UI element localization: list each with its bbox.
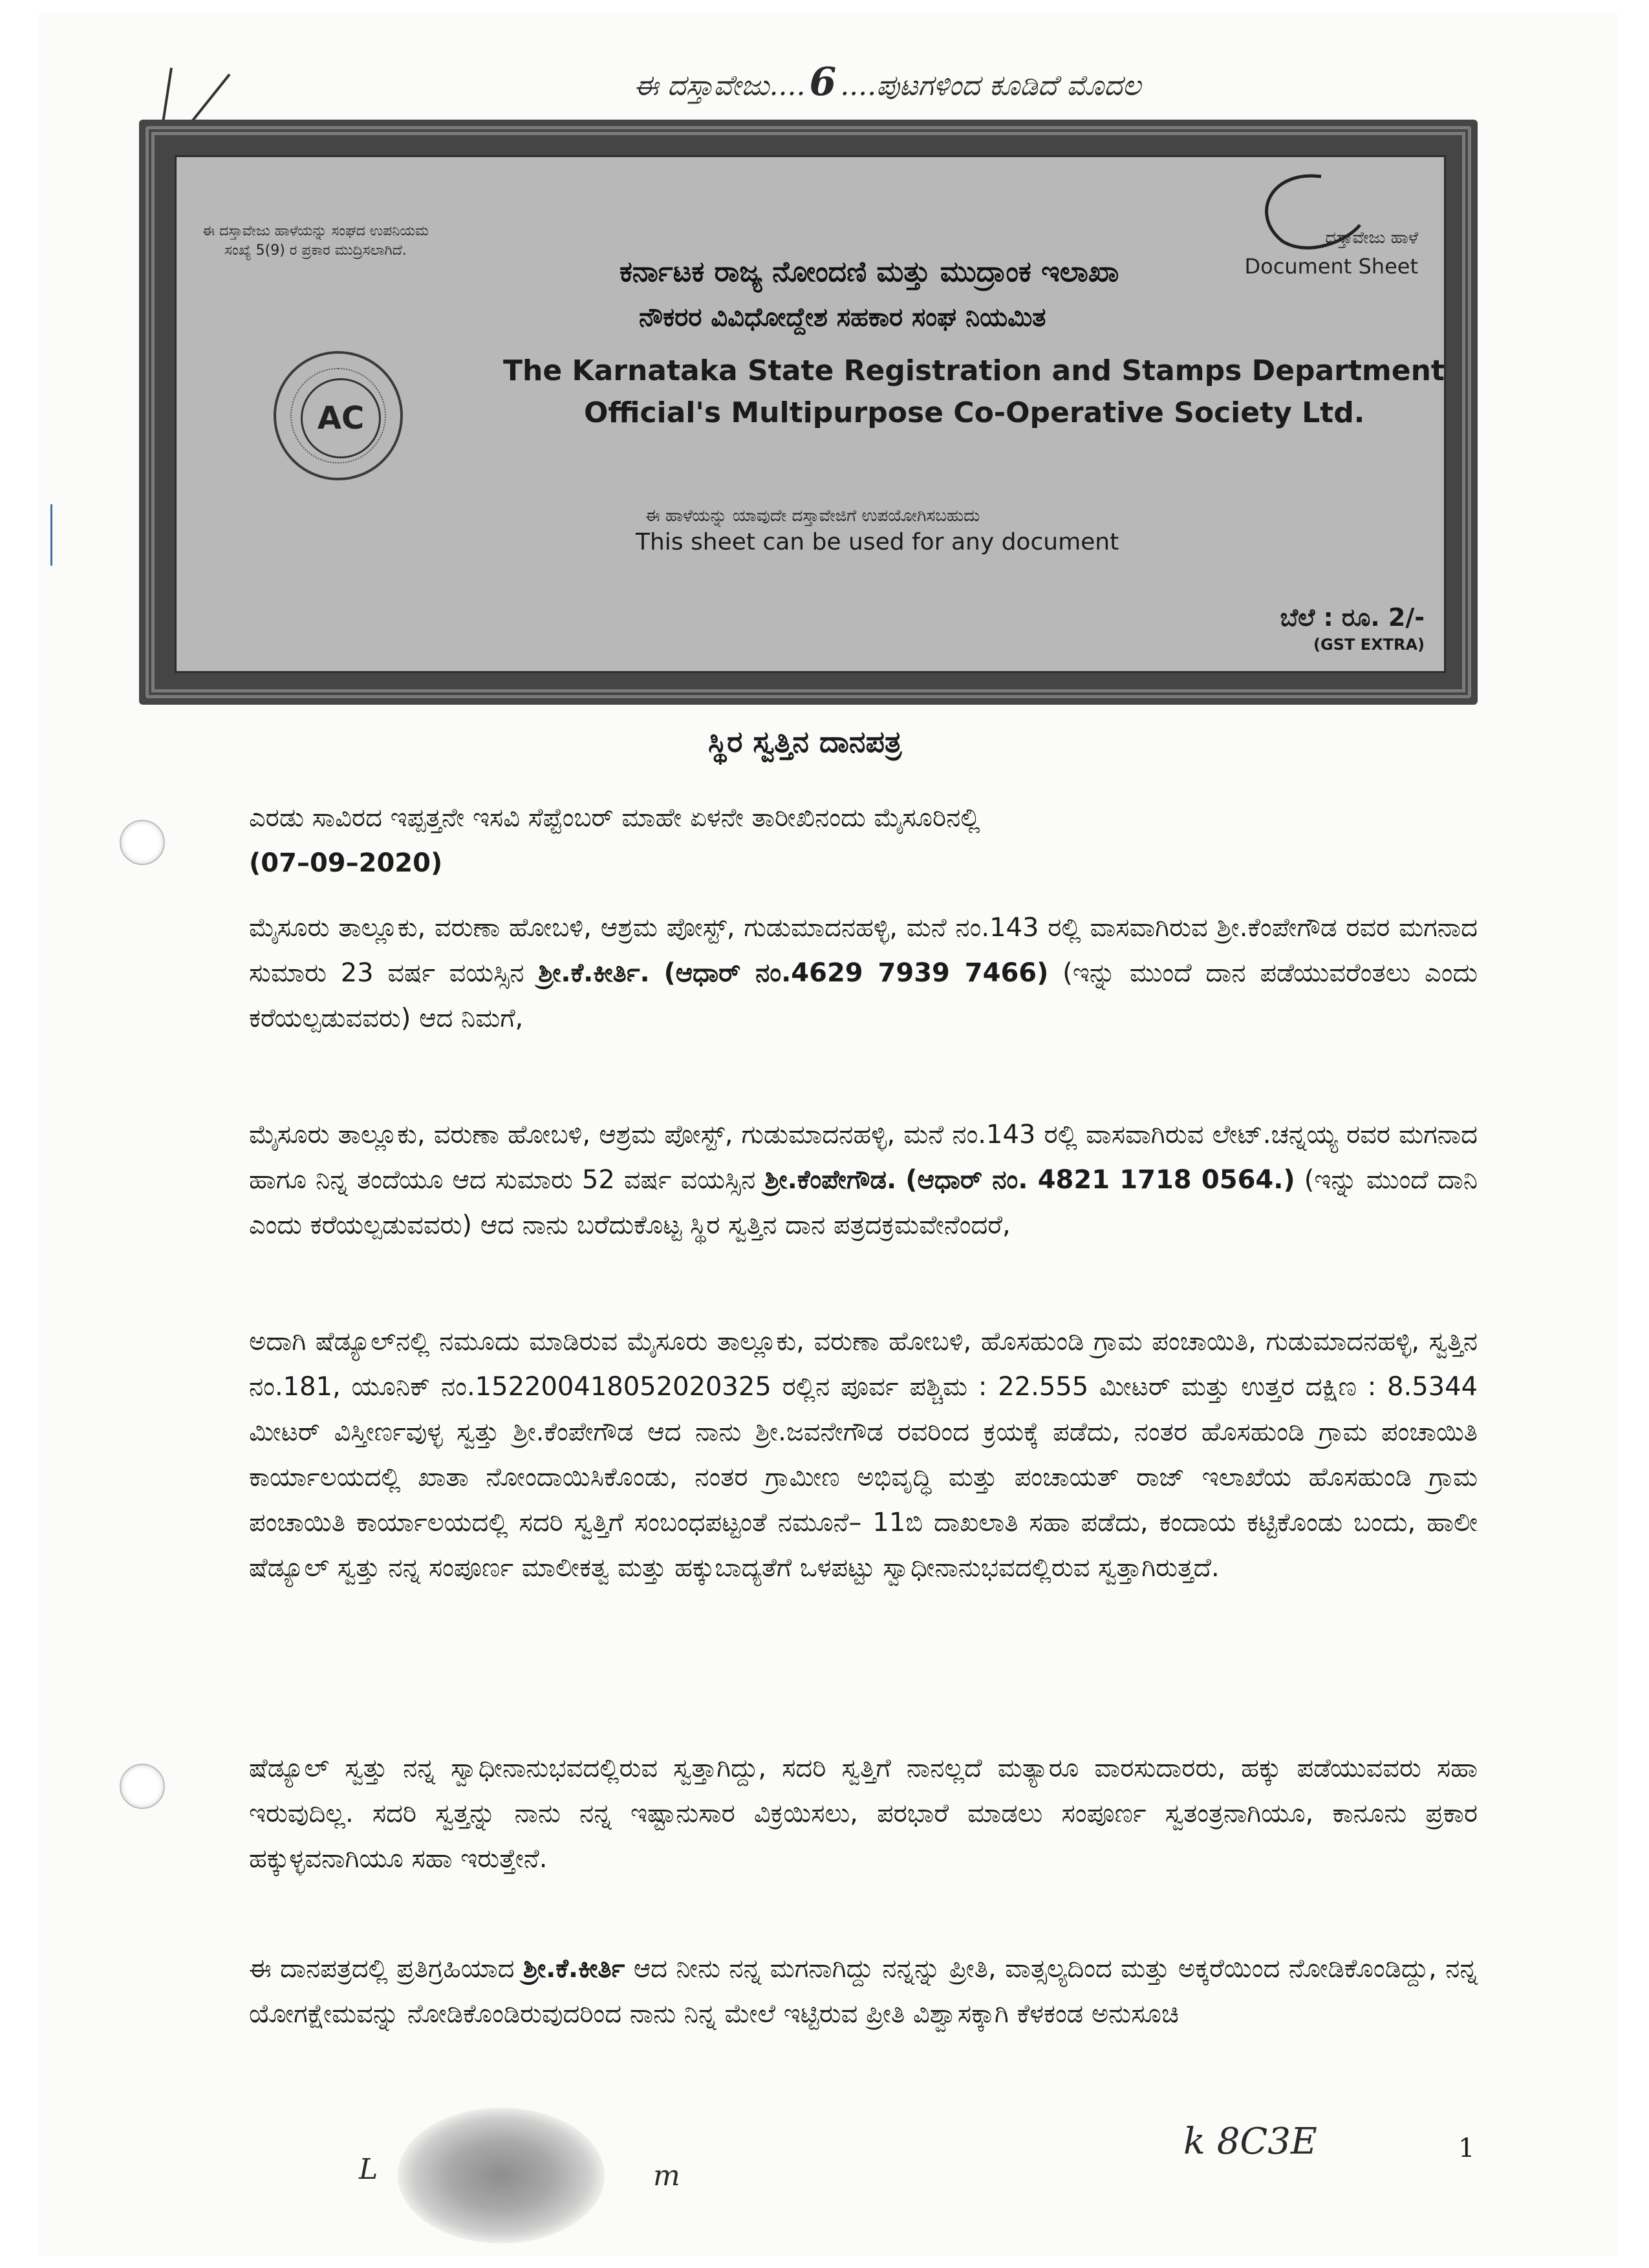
donee-designation: (ಇನ್ನು ಮುಂದೆ ದಾನ ಪಡೆಯುವರೆಂತಲು ಎಂದು ಕರೆಯಲ್ಪಡುವವರು) ಆದ ನಿಮಗೆ, (249, 958, 1478, 1033)
stamp-document-sheet (139, 120, 1478, 705)
donee-name: ಶ್ರೀ.ಕೆ.ಕೀರ್ತಿ. (538, 958, 650, 988)
paragraph-ownership: ಷೆಡ್ಯೂಲ್ ಸ್ವತ್ತು ನನ್ನ ಸ್ವಾಧೀನಾನುಭವದಲ್ಲಿರುವ ಸ್ವತ್ತಾಗಿದ್ದು, ಸದರಿ ಸ್ವತ್ತಿಗೆ ನಾನಲ್ಲದೆ ಮತ್ಯಾರೂ ವಾರಸುದಾರರು, ಹಕ್ಕು ಪಡೆಯುವವರು ಸಹಾ ಇರುವುದಿಲ್ಲ. ಸದರಿ ಸ್ವತ್ತನ್ನು ನಾನು ನನ್ನ ಇಷ್ಟಾನುಸಾರ ವಿಕ್ರಯಿಸಲು, ಪರಭಾರೆ ಮಾಡಲು ಸಂಪೂರ್ಣ ಸ್ವತಂತ್ರನಾಗಿಯೂ, ಕಾನೂನು ಪ್ರಕಾರ ಹಕ್ಕುಳ್ಳವನಾಗಿಯೂ ಸಹಾ ಇರುತ್ತೇನೆ. (249, 1753, 1478, 1874)
sheet-price: ಬೆಲೆ : ರೂ. 2/- (1280, 603, 1425, 632)
thumbprint-icon (398, 2108, 605, 2243)
document-date: (07–09–2020) (249, 848, 443, 878)
gst-extra-note: (GST EXTRA) (1313, 636, 1425, 654)
margin-pen-mark (50, 504, 60, 566)
seal-center-text: AC (301, 378, 381, 458)
punch-hole-top (120, 820, 165, 865)
donor-aadhaar: (ಆಧಾರ್ ನಂ. 4821 1718 0564.) (905, 1165, 1295, 1195)
recipient-name: ಶ್ರೀ.ಕೆ.ಕೀರ್ತಿ (523, 1954, 625, 1984)
signature-mark-right: m (653, 2159, 680, 2192)
document-title: ಸ್ಥಿರ ಸ್ವತ್ತಿನ ದಾನಪತ್ರ (708, 724, 902, 759)
page-count-note-after: ಪುಟಗಳಿಂದ ಕೂಡಿದೆ ಮೊದಲ (876, 69, 1141, 102)
page-count-note: ಈ ದಸ್ತಾವೇಜು.... 6 ....ಪುಟಗಳಿಂದ ಕೂಡಿದೆ ಮೊದಲ (634, 59, 1141, 105)
handwritten-code: k 8C3E (1183, 2121, 1317, 2163)
handwritten-c-scribble (1224, 164, 1379, 261)
paragraph-donee (249, 905, 1478, 1041)
paragraph-date (249, 795, 1478, 886)
document-sheet-label-kn: ದಸ್ತಾವೇಜು ಹಾಳೆ (1325, 228, 1418, 248)
document-sheet-label-en: Document Sheet (1244, 254, 1418, 279)
donor-name: ಶ್ರೀ.ಕೆಂಪೇಗೌಡ. (764, 1165, 897, 1195)
department-name-en: The Karnataka State Registration and Stamps Department (503, 354, 1445, 387)
society-name-kn: ನೌಕರರ ವಿವಿಧೋದ್ದೇಶ ಸಹಕಾರ ಸಂಘ ನಿಯಮಿತ (639, 303, 1046, 332)
paragraph-gift-reason (249, 1946, 1478, 2037)
bylaw-note-line1: ಈ ದಸ್ತಾವೇಜು ಹಾಳೆಯನ್ನು ಸಂಘದ ಉಪನಿಯಮ (202, 223, 429, 239)
donee-address: ಮೈಸೂರು ತಾಲ್ಲೂಕು, ವರುಣಾ ಹೋಬಳಿ, ಆಶ್ರಮ ಪೋಸ್ಟ್, ಗುಡುಮಾದನಹಳ್ಳಿ, ಮನೆ ನಂ.143 ರಲ್ಲಿ ವಾಸವಾಗಿರುವ ಶ್ರೀ.ಕೆಂಪೇಗೌಡ ರವರ ಮಗನಾದ ಸುಮಾರು 23 ವರ್ಷ ವಯಸ್ಸಿನ (249, 913, 1478, 988)
paragraph-property-details: ಅದಾಗಿ ಷೆಡ್ಯೂಲ್‌ನಲ್ಲಿ ನಮೂದು ಮಾಡಿರುವ ಮೈಸೂರು ತಾಲ್ಲೂಕು, ವರುಣಾ ಹೋಬಳಿ, ಹೊಸಹುಂಡಿ ಗ್ರಾಮ ಪಂಚಾಯಿತಿ, ಗುಡುಮಾದನಹಳ್ಳಿ, ಸ್ವತ್ತಿನ ನಂ.181, ಯೂನಿಕ್ ನಂ.152200418052020325 ರಲ್ಲಿನ ಪೂರ್ವ ಪಶ್ಚಿಮ : 22.555 ಮೀಟರ್ ಮತ್ತು ಉತ್ತರ ದಕ್ಷಿಣ : 8.5344 ಮೀಟರ್ ವಿಸ್ತೀರ್ಣವುಳ್ಳ ಸ್ವತ್ತು ಶ್ರೀ.ಕೆಂಪೇಗೌಡ ಆದ ನಾನು ಶ್ರೀ.ಜವನೇಗೌಡ ರವರಿಂದ ಕ್ರಯಕ್ಕೆ ಪಡೆದು, ನಂತರ ಹೊಸಹುಂಡಿ ಗ್ರಾಮ ಪಂಚಾಯಿತಿ ಕಾರ್ಯಾಲಯದಲ್ಲಿ ಖಾತಾ ನೋಂದಾಯಿಸಿಕೊಂಡು, ನಂತರ ಗ್ರಾಮೀಣ ಅಭಿವೃದ್ಧಿ ಮತ್ತು ಪಂಚಾಯತ್ ರಾಜ್ ಇಲಾಖೆಯ ಹೊಸಹುಂಡಿ ಗ್ರಾಮ ಪಂಚಾಯಿತಿ ಕಾರ್ಯಾಲಯದಲ್ಲಿ ಸದರಿ ಸ್ವತ್ತಿಗೆ ಸಂಬಂಧಪಟ್ಟಂತೆ ನಮೂನೆ– 11ಬಿ ದಾಖಲಾತಿ ಸಹಾ ಪಡೆದು, ಕಂದಾಯ ಕಟ್ಟಿಕೊಂಡು ಬಂದು, ಹಾಲೀ ಷೆಡ್ಯೂಲ್ ಸ್ವತ್ತು ನನ್ನ ಸಂಪೂರ್ಣ ಮಾಲೀಕತ್ವ ಮತ್ತು ಹಕ್ಕುಬಾದ್ಯತೆಗೆ ಒಳಪಟ್ಟು ಸ್ವಾಧೀನಾನುಭವದಲ್ಲಿರುವ ಸ್ವತ್ತಾಗಿರುತ್ತದೆ. (249, 1327, 1478, 1583)
date-sentence: ಎರಡು ಸಾವಿರದ ಇಪ್ಪತ್ತನೇ ಇಸವಿ ಸೆಪ್ಟೆಂಬರ್ ಮಾಹೇ ಏಳನೇ ತಾರೀಖಿನಂದು ಮೈಸೂರಿನಲ್ಲಿ (249, 803, 980, 833)
page-number: 1 (1458, 2134, 1475, 2163)
paragraph-donor (249, 1112, 1478, 1248)
usage-note-en: This sheet can be used for any document (636, 529, 1119, 555)
punch-hole-bottom (120, 1764, 165, 1809)
donee-aadhaar: (ಆಧಾರ್ ನಂ.4629 7939 7466) (663, 958, 1049, 988)
department-name-kn: ಕರ್ನಾಟಕ ರಾಜ್ಯ ನೋಂದಣಿ ಮತ್ತು ಮುದ್ರಾಂಕ ಇಲಾಖಾ (620, 255, 1119, 288)
signature-mark-left: L (359, 2153, 378, 2186)
page-count-number: 6 (809, 59, 837, 105)
society-seal-icon (274, 351, 403, 480)
donor-designation: (ಇನ್ನು ಮುಂದೆ ದಾನಿ ಎಂದು ಕರೆಯಲ್ಪಡುವವರು) ಆದ ನಾನು ಬರೆದುಕೊಟ್ಟ ಸ್ಥಿರ ಸ್ವತ್ತಿನ ದಾನ ಪತ್ರದಕ್ರಮವೇನೆಂದರೆ, (249, 1165, 1478, 1240)
gift-reason-start: ಈ ದಾನಪತ್ರದಲ್ಲಿ ಪ್ರತಿಗ್ರಹಿಯಾದ (249, 1954, 515, 1984)
bylaw-note-line2: ಸಂಖ್ಯೆ 5(9) ರ ಪ್ರಕಾರ ಮುದ್ರಿಸಲಾಗಿದೆ. (224, 242, 407, 259)
society-name-en: Official's Multipurpose Co-Operative Society Ltd. (584, 396, 1365, 429)
stamp-sheet-panel (175, 155, 1446, 673)
bylaw-note (202, 222, 429, 261)
page-count-note-before: ಈ ದಸ್ತಾವೇಜು (634, 69, 770, 102)
usage-note-kn: ಈ ಹಾಳೆಯನ್ನು ಯಾವುದೇ ದಸ್ತಾವೇಜಿಗೆ ಉಪಯೋಗಿಸಬಹುದು (645, 506, 980, 526)
gift-reason-rest: ಆದ ನೀನು ನನ್ನ ಮಗನಾಗಿದ್ದು ನನ್ನನ್ನು ಪ್ರೀತಿ, ವಾತ್ಸಲ್ಯದಿಂದ ಮತ್ತು ಅಕ್ಕರೆಯಿಂದ ನೋಡಿಕೊಂಡಿದ್ದು, ನನ್ನ ಯೋಗಕ್ಷೇಮವನ್ನು ನೋಡಿಕೊಂಡಿರುವುದರಿಂದ ನಾನು ನಿನ್ನ ಮೇಲೆ ಇಟ್ಟಿರುವ ಪ್ರೀತಿ ವಿಶ್ವಾಸಕ್ಕಾಗಿ ಕೆಳಕಂಡ ಅನುಸೂಚಿ (249, 1954, 1478, 2029)
donor-address: ಮೈಸೂರು ತಾಲ್ಲೂಕು, ವರುಣಾ ಹೋಬಳಿ, ಆಶ್ರಮ ಪೋಸ್ಟ್, ಗುಡುಮಾದನಹಳ್ಳಿ, ಮನೆ ನಂ.143 ರಲ್ಲಿ ವಾಸವಾಗಿರುವ ಲೇಟ್.ಚನ್ನಯ್ಯ ರವರ ಮಗನಾದ ಹಾಗೂ ನಿನ್ನ ತಂದೆಯೂ ಆದ ಸುಮಾರು 52 ವರ್ಷ ವಯಸ್ಸಿನ (249, 1120, 1478, 1195)
